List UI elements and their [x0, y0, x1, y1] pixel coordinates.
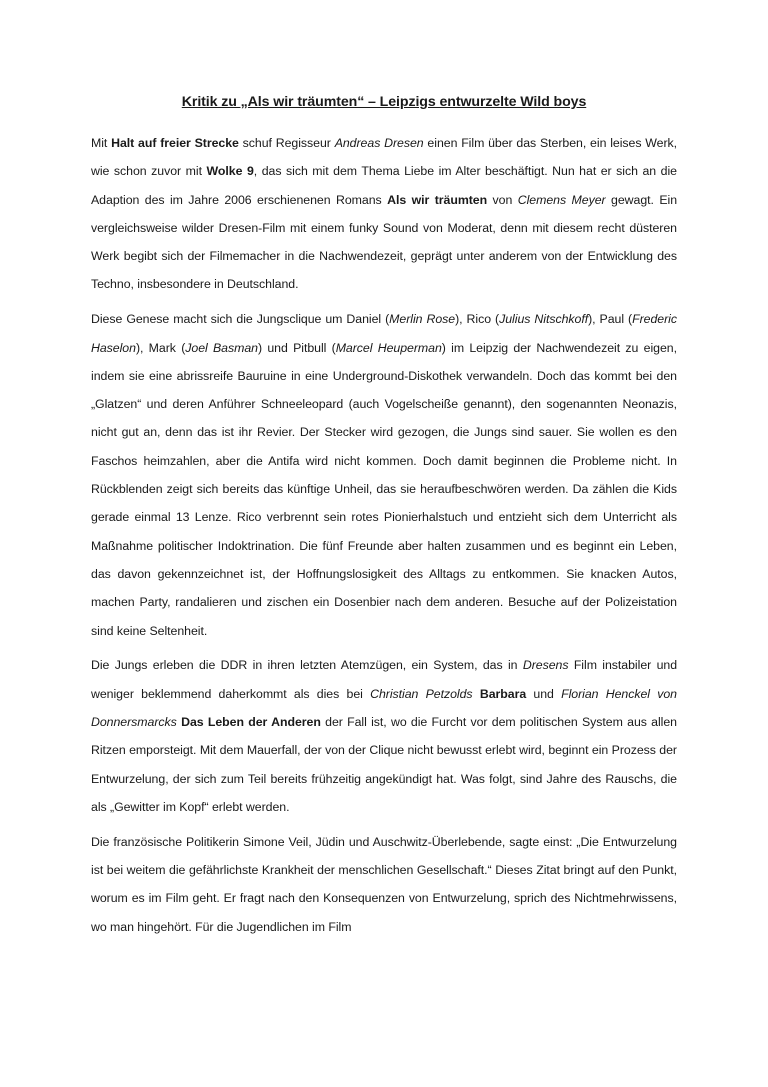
paragraph-text: Film instabiler und weniger beklemmend daherkommt als dies bei [91, 658, 678, 701]
paragraph-text: , das sich mit dem Thema Liebe im Alter beschäftigt. Nun hat er sich an die Adaption des im Jahre 2006 erschienenen Romans [91, 164, 677, 207]
paragraph [91, 129, 677, 299]
paragraph-text: von [487, 192, 518, 207]
paragraph-text: gewagt. Ein vergleichsweise wilder Dresen-Film mit einem funky Sound von Moderat, denn mit diesem recht düsteren Werk begibt sich der Filmemacher in die Nachwendezeit, geprägt unter anderem von der Entwicklung des Techno, insbesondere in Deutschland. [91, 192, 678, 292]
paragraph-text: ), Rico ( [455, 312, 500, 327]
paragraph-text [473, 687, 480, 701]
italic-name-text: Andreas Dresen [334, 136, 424, 150]
article-body [91, 129, 677, 941]
page-title: Kritik zu „Als wir träumten“ – Leipzigs entwurzelte Wild boys [181, 94, 587, 110]
paragraph-text: einen Film über das Sterben, ein leises Werk, wie schon zuvor mit [91, 136, 678, 179]
italic-name-text: Dresens [522, 658, 569, 673]
paragraph [91, 828, 677, 941]
paragraph [91, 305, 677, 645]
italic-name-text: Frederic Haselon [91, 312, 677, 355]
italic-name-text: Marcel Heuperman [335, 340, 442, 355]
paragraph-text: ), Mark ( [135, 340, 186, 355]
bold-title-text: Wolke 9 [206, 164, 254, 179]
paragraph-text: Mit [91, 136, 112, 150]
paragraph-text: Diese Genese macht sich die Jungsclique um Daniel ( [91, 312, 390, 327]
italic-name-text: Merlin Rose [389, 312, 456, 327]
paragraph-text: schuf Regisseur [238, 136, 335, 150]
paragraph-text: Die Jungs erleben die DDR in ihren letzten Atemzügen, ein System, das in [91, 658, 523, 673]
bold-title-text: Das Leben der Anderen [181, 714, 321, 729]
document-page [91, 92, 677, 947]
bold-title-text: Halt auf freier Strecke [111, 136, 239, 150]
italic-name-text: Julius Nitschkoff [499, 312, 589, 327]
italic-name-text: Joel Basman [185, 340, 258, 355]
paragraph-text: der Fall ist, wo die Furcht vor dem politischen System aus allen Ritzen emporsteigt. Mit dem Mauerfall, der von der Clique nicht bewusst erlebt wird, beginnt ein Prozess der Entwurzelung, der sich zum Teil bereits frühzeitig angekündigt hat. Was folgt, sind Jahre des Rauschs, die als „Gewitter im Kopf“ erlebt werden. [91, 714, 677, 814]
italic-name-text: Christian Petzolds [370, 686, 473, 701]
paragraph-text: Die französische Politikerin Simone Veil, Jüdin und Auschwitz-Überlebende, sagte einst: „Die Entwurzelung ist bei weitem die gefährlichste Krankheit der menschlichen Gesellschaft.“ Dieses Zitat bringt auf den Punkt, worum es im Film geht. Er fragt nach den Konsequenzen von Entwurzelung, sprich des Nichtmehrwissens, wo man hingehört. Für die Jugendlichen im Film [91, 834, 677, 934]
paragraph-text: ), Paul ( [588, 312, 633, 327]
italic-name-text: Clemens Meyer [517, 192, 606, 207]
italic-name-text: Florian Henckel von Donnersmarcks [91, 686, 677, 729]
paragraph [91, 651, 677, 821]
paragraph-text: ) und Pitbull ( [257, 340, 336, 355]
paragraph-text: und [526, 686, 562, 701]
paragraph-text: ) im Leipzig der Nachwendezeit zu eigen, indem sie eine abrissreife Bauruine in eine Underground-Diskothek verwandeln. Doch das kommt bei den „Glatzen“ und deren Anführer Schneeleopard (auch Vogelscheiße genannt), den sogenannten Neonazis, nicht gut an, denn das ist ihr Revier. Der Stecker wird gezogen, die Jungs sind sauer. Sie wollen es den Faschos heimzahlen, aber die Antifa wird nicht kommen. Doch damit beginnen die Probleme nicht. In Rückblenden zeigt sich bereits das künftige Unheil, das sie heraufbeschwören werden. Da zählen die Kids gerade einmal 13 Lenze. Rico verbrennt sein rotes Pionierhalstuch und entzieht sich dem Unterricht als Maßnahme politischer Indoktrination. Die fünf Freunde aber halten zusammen und es beginnt ein Leben, das davon gekennzeichnet ist, der Hoffnungslosigkeit des Alltags zu entkommen. Sie knacken Autos, machen Party, randalieren und zischen ein Dosenbier nach dem anderen. Besuche auf der Polizeistation sind keine Seltenheit. [91, 340, 677, 638]
bold-title-text: Als wir träumten [387, 192, 488, 207]
bold-title-text: Barbara [479, 686, 527, 701]
